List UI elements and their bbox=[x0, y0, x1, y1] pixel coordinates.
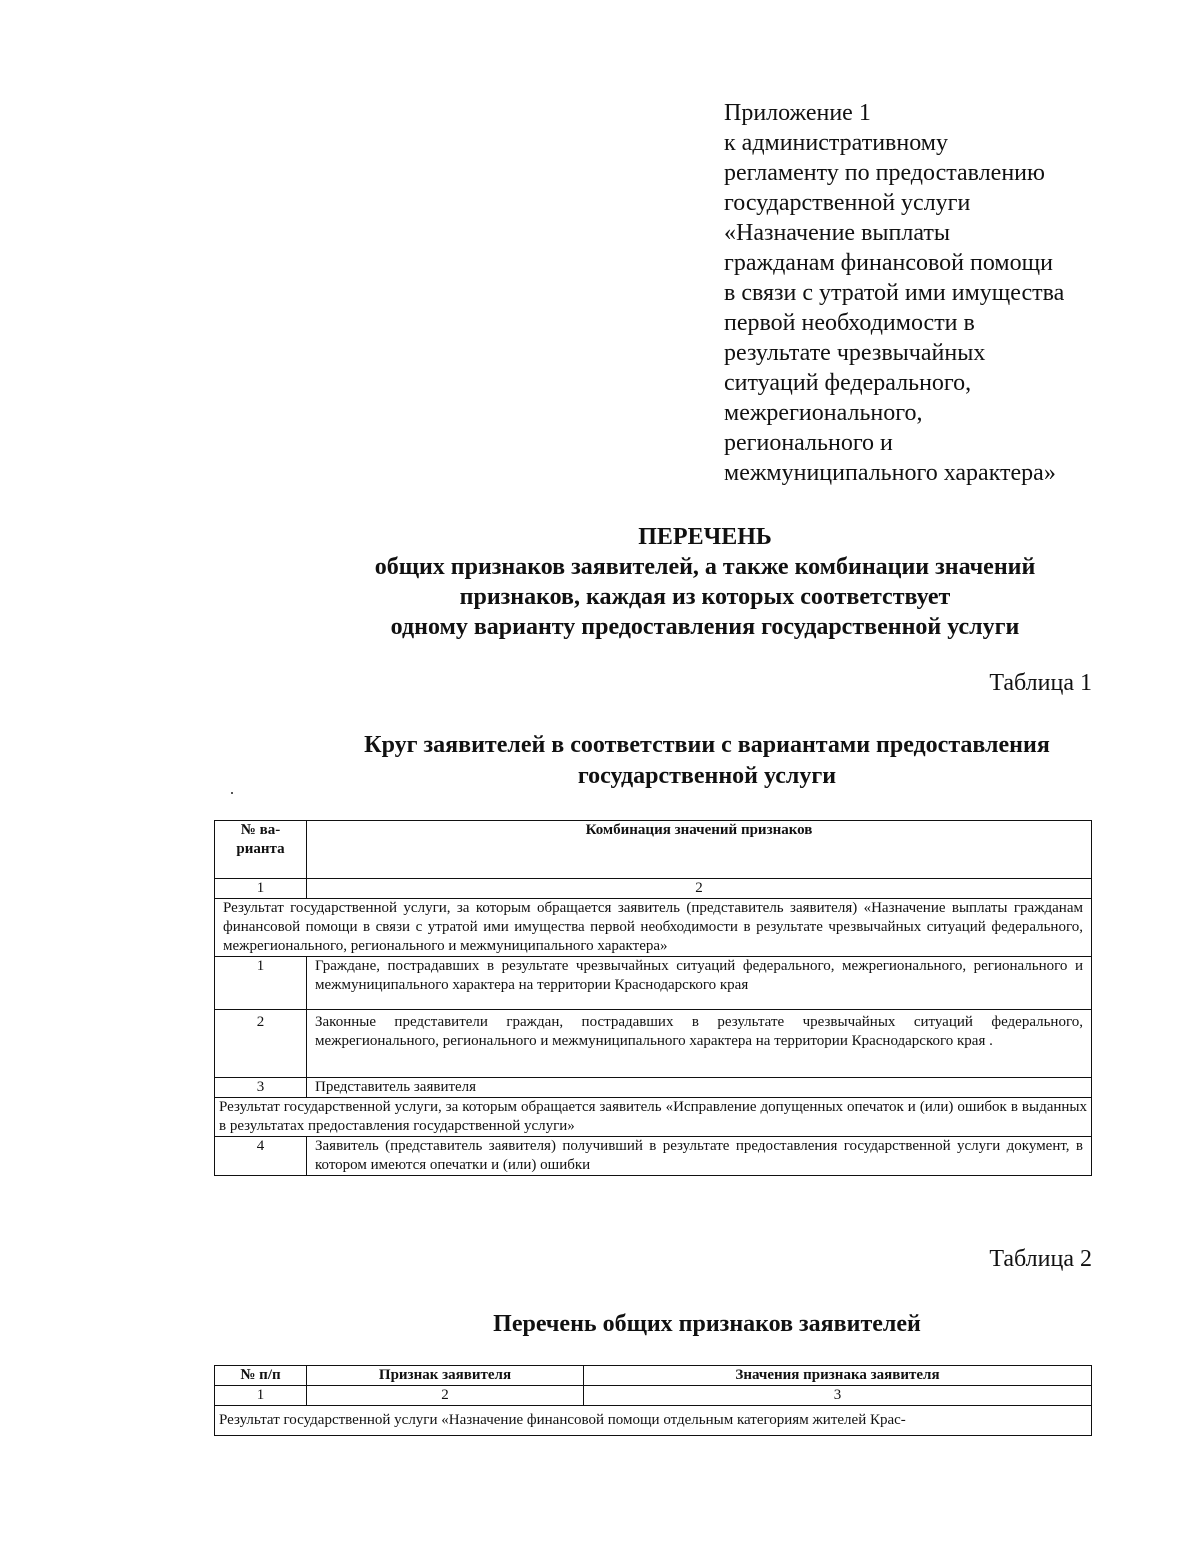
table1-colnum: 1 bbox=[215, 879, 307, 899]
appendix-line: в связи с утратой ими имущества bbox=[724, 280, 1065, 306]
appendix-line: межрегионального, bbox=[724, 400, 923, 426]
table1-row-num: 4 bbox=[215, 1137, 307, 1176]
table1-header-variant: № ва- рианта bbox=[215, 821, 307, 879]
appendix-line: «Назначение выплаты bbox=[724, 220, 950, 246]
appendix-line: ситуаций федерального, bbox=[724, 370, 972, 396]
appendix-line: межмуниципального характера» bbox=[724, 460, 1056, 486]
appendix-line: регионального и bbox=[724, 430, 893, 456]
table1-header-combination: Комбинация значений признаков bbox=[307, 821, 1092, 879]
table1-section-row: Результат государственной услуги, за которым обращается заявитель (представитель заявителя) «Назначение выплаты гражданам финансовой помощи в связи с утратой ими имущества первой необходимости в результате чрезвычайных ситуаций федерального, межрегионального, регионального и межмуниципального характера» bbox=[215, 899, 1092, 957]
title-heading: ПЕРЕЧЕНЬ bbox=[638, 524, 772, 550]
table1-row-text: Представитель заявителя bbox=[307, 1078, 1092, 1098]
table2-colnum: 1 bbox=[215, 1386, 307, 1406]
appendix-line: первой необходимости в bbox=[724, 310, 975, 336]
appendix-line: к административному bbox=[724, 130, 948, 156]
appendix-line: результате чрезвычайных bbox=[724, 340, 986, 366]
table1-row-num: 3 bbox=[215, 1078, 307, 1098]
table1-row-num: 1 bbox=[215, 957, 307, 1010]
appendix-line: государственной услуги bbox=[724, 190, 971, 216]
table2-colnum: 3 bbox=[584, 1386, 1092, 1406]
table2 bbox=[214, 1365, 1092, 1436]
table2-section-row: Результат государственной услуги «Назначение финансовой помощи отдельным категориям жителей Крас- bbox=[215, 1406, 1092, 1436]
appendix-block bbox=[724, 98, 1124, 488]
table1-title-line: государственной услуги bbox=[577, 763, 837, 789]
table1-section-row: Результат государственной услуги, за которым обращается заявитель «Исправление допущенных опечаток и (или) ошибок в выданных в результатах предоставления государственной услуги» bbox=[215, 1098, 1092, 1137]
appendix-line: гражданам финансовой помощи bbox=[724, 250, 1053, 276]
table1-row-num: 2 bbox=[215, 1010, 307, 1078]
table1-title-line: Круг заявителей в соответствии с вариантами предоставления bbox=[364, 732, 1050, 758]
title-line: общих признаков заявителей, а также комбинации значений bbox=[374, 554, 1036, 580]
table2-header: № п/п bbox=[215, 1366, 307, 1386]
table2-colnum: 2 bbox=[307, 1386, 584, 1406]
table1-colnum: 2 bbox=[307, 879, 1092, 899]
document-title bbox=[150, 522, 1200, 642]
title-line: одному варианту предоставления государственной услуги bbox=[390, 614, 1020, 640]
scan-speck bbox=[231, 792, 233, 794]
table1-title bbox=[214, 730, 1200, 792]
table1-caption: Таблица 1 bbox=[989, 670, 1092, 696]
title-line: признаков, каждая из которых соответствует bbox=[459, 584, 951, 610]
table2-caption: Таблица 2 bbox=[989, 1246, 1092, 1272]
table1-row-text: Законные представители граждан, пострадавших в результате чрезвычайных ситуаций федерального, межрегионального, регионального и межмуниципального характера на территории Краснодарского края . bbox=[307, 1010, 1092, 1078]
table1 bbox=[214, 820, 1092, 1176]
table2-title: Перечень общих признаков заявителей bbox=[493, 1311, 921, 1337]
table1-row-text: Заявитель (представитель заявителя) получивший в результате предоставления государственной услуги документ, в котором имеются опечатки и (или) ошибки bbox=[307, 1137, 1092, 1176]
appendix-line: Приложение 1 bbox=[724, 100, 871, 126]
table2-header: Значения признака заявителя bbox=[584, 1366, 1092, 1386]
table1-row-text: Граждане, пострадавших в результате чрезвычайных ситуаций федерального, межрегионального, регионального и межмуниципального характера на территории Краснодарского края bbox=[307, 957, 1092, 1010]
appendix-line: регламенту по предоставлению bbox=[724, 160, 1045, 186]
table2-header: Признак заявителя bbox=[307, 1366, 584, 1386]
